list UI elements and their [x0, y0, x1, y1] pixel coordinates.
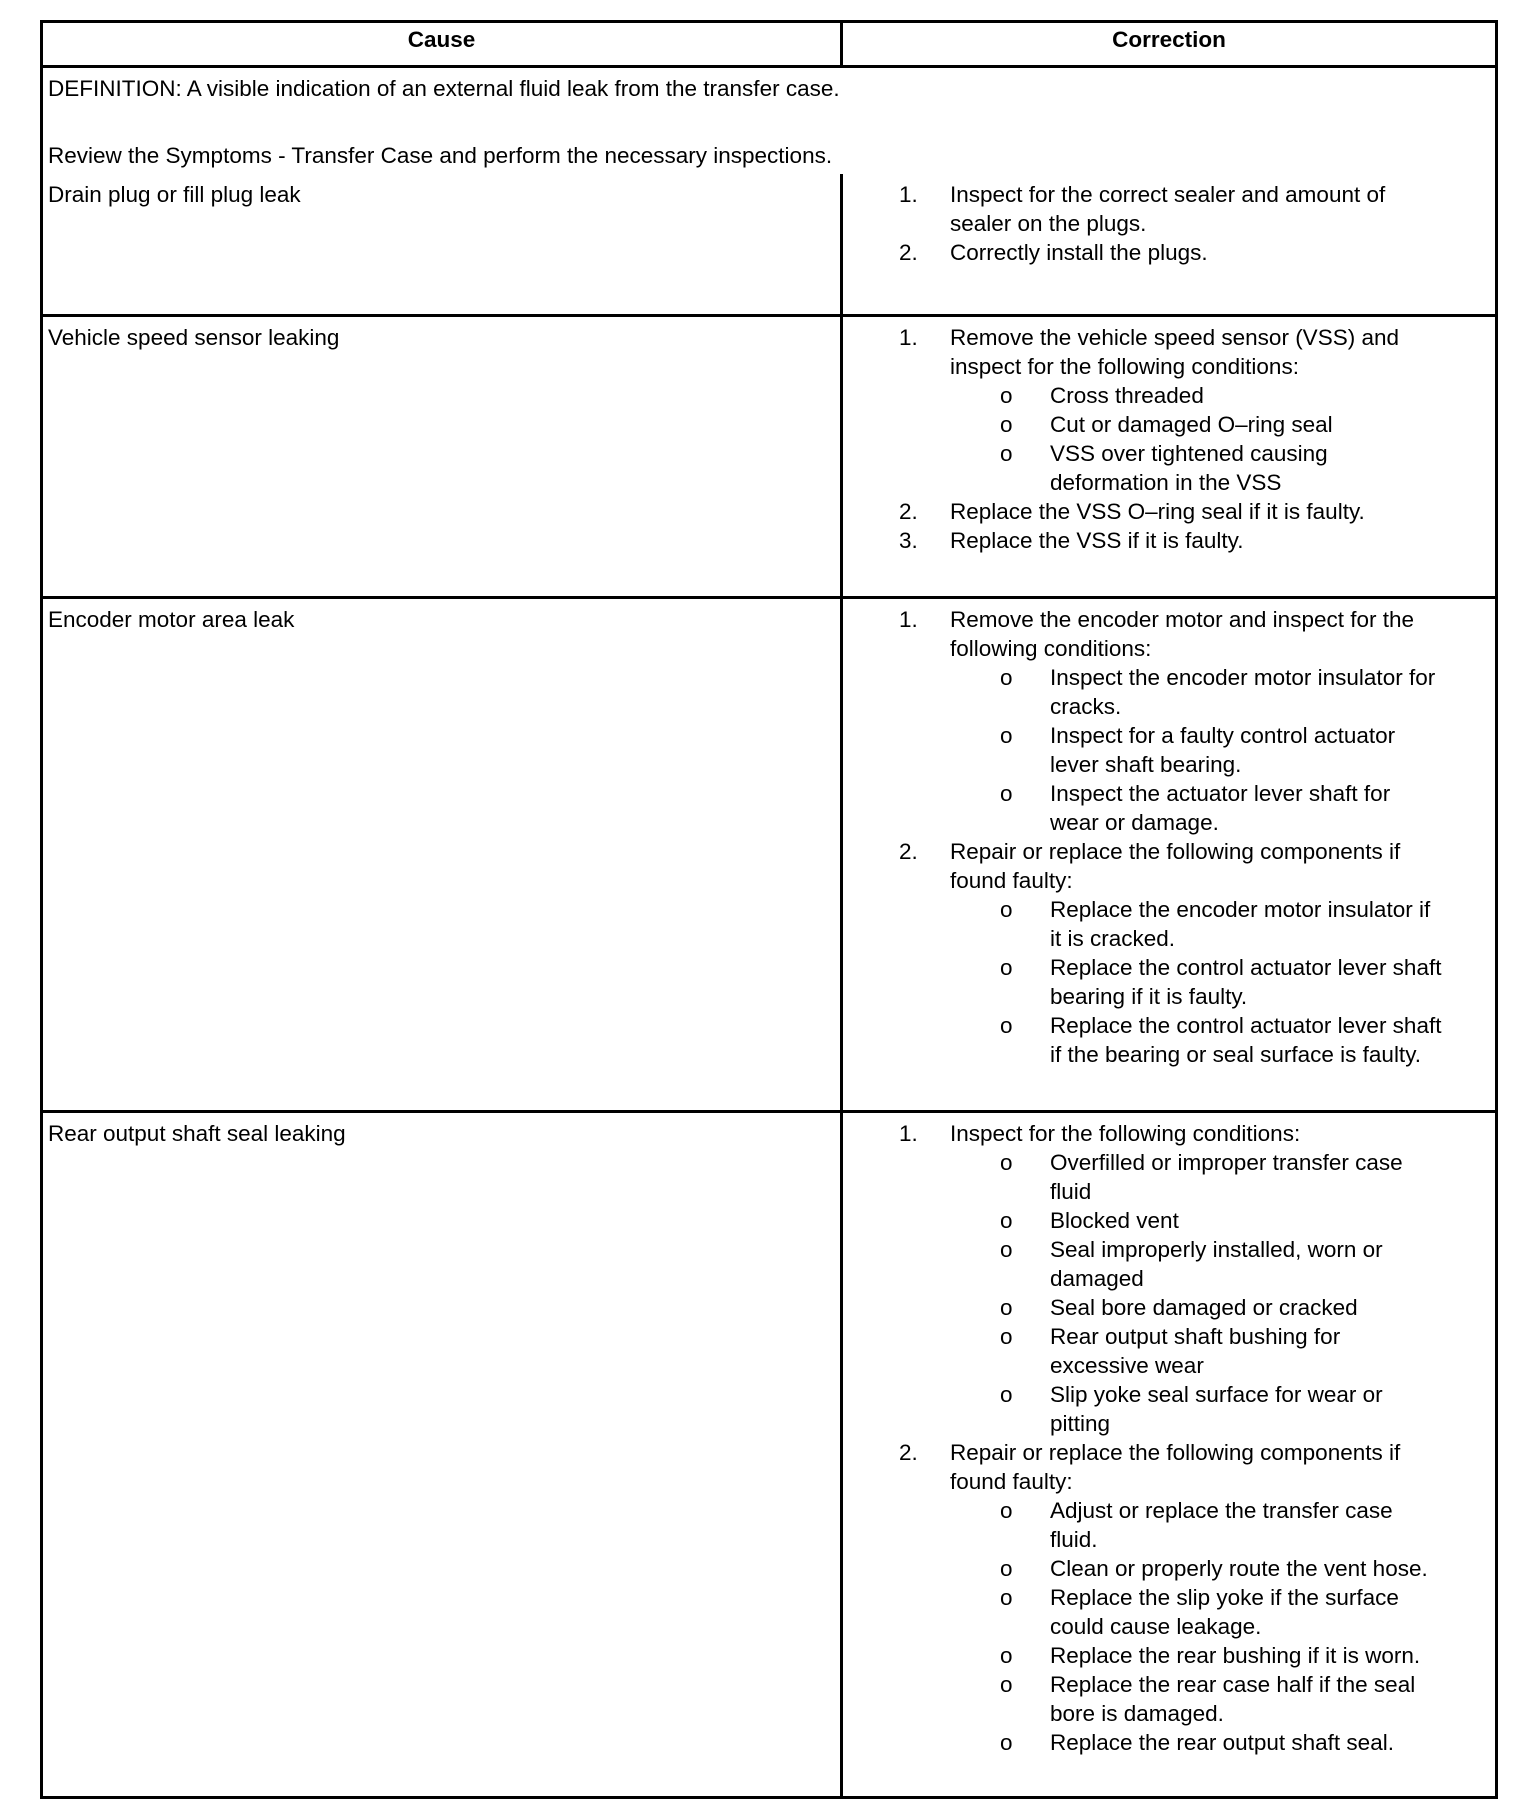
- sub-bullet-item: [843, 1148, 1495, 1206]
- bullet-icon: o: [1000, 1150, 1013, 1175]
- correction-step: [843, 1119, 1495, 1148]
- step-number: 2.: [899, 240, 918, 265]
- bullet-icon: o: [1000, 441, 1013, 466]
- definition-text: DEFINITION: A visible indication of an external fluid leak from the transfer case.: [48, 76, 840, 101]
- bullet-icon: o: [1000, 1498, 1013, 1523]
- step-text: Remove the vehicle speed sensor (VSS) and inspect for the following conditions:: [950, 325, 1399, 379]
- step-number: 2.: [899, 1440, 918, 1465]
- header-correction: Correction: [1112, 27, 1226, 52]
- sub-bullet-text: Cut or damaged O–ring seal: [1050, 412, 1333, 437]
- sub-bullet-item: [843, 663, 1495, 721]
- sub-bullet-item: [843, 410, 1495, 439]
- sub-bullet-item: [843, 1728, 1495, 1757]
- cause-cell: Drain plug or fill plug leak: [43, 174, 843, 314]
- step-number: 1.: [899, 1121, 918, 1146]
- bullet-icon: o: [1000, 955, 1013, 980]
- sub-bullet-text: Seal bore damaged or cracked: [1050, 1295, 1358, 1320]
- sub-bullet-item: [843, 1206, 1495, 1235]
- sub-bullet-item: [843, 953, 1495, 1011]
- step-number: 3.: [899, 528, 918, 553]
- cause-cell: Vehicle speed sensor leaking: [43, 317, 843, 596]
- sub-bullet-text: Replace the rear case half if the seal bore is damaged.: [1050, 1672, 1416, 1726]
- step-text: Replace the VSS O–ring seal if it is faulty.: [950, 499, 1365, 524]
- definition-row: [43, 65, 1495, 174]
- correction-step: [843, 238, 1495, 267]
- sub-bullet-item: [843, 1641, 1495, 1670]
- cause-cell: Encoder motor area leak: [43, 599, 843, 1110]
- sub-bullet-item: [843, 1235, 1495, 1293]
- sub-bullet-text: Replace the rear output shaft seal.: [1050, 1730, 1394, 1755]
- table-header-row: [43, 23, 1495, 65]
- header-cause: Cause: [43, 23, 843, 65]
- sub-bullet-text: Rear output shaft bushing for excessive wear: [1050, 1324, 1341, 1378]
- step-text: Correctly install the plugs.: [950, 240, 1208, 265]
- sub-bullet-item: [843, 1670, 1495, 1728]
- correction-cell: [843, 317, 1495, 596]
- step-number: 2.: [899, 839, 918, 864]
- correction-cell: [843, 174, 1495, 314]
- bullet-icon: o: [1000, 1556, 1013, 1581]
- sub-bullet-text: Replace the encoder motor insulator if it is cracked.: [1050, 897, 1431, 951]
- step-number: 2.: [899, 499, 918, 524]
- sub-bullet-item: [843, 1011, 1495, 1069]
- sub-bullet-text: Inspect for a faulty control actuator lever shaft bearing.: [1050, 723, 1396, 777]
- sub-bullet-text: Inspect the actuator lever shaft for wear or damage.: [1050, 781, 1391, 835]
- correction-step: [843, 323, 1495, 381]
- sub-bullet-item: [843, 1583, 1495, 1641]
- sub-bullet-item: [843, 439, 1495, 497]
- bullet-icon: o: [1000, 1643, 1013, 1668]
- bullet-icon: o: [1000, 412, 1013, 437]
- sub-bullet-text: Slip yoke seal surface for wear or pitting: [1050, 1382, 1383, 1436]
- sub-bullet-item: [843, 1380, 1495, 1438]
- step-number: 1.: [899, 325, 918, 350]
- sub-bullet-item: [843, 779, 1495, 837]
- bullet-icon: o: [1000, 1295, 1013, 1320]
- review-instruction-text: Review the Symptoms - Transfer Case and perform the necessary inspections.: [48, 143, 833, 168]
- cause-correction-table: [40, 20, 1498, 1799]
- sub-bullet-item: [843, 381, 1495, 410]
- sub-bullet-text: Replace the control actuator lever shaft if the bearing or seal surface is faulty.: [1050, 1013, 1442, 1067]
- correction-step: [843, 497, 1495, 526]
- sub-bullet-text: Inspect the encoder motor insulator for cracks.: [1050, 665, 1436, 719]
- step-number: 1.: [899, 182, 918, 207]
- sub-bullet-text: Adjust or replace the transfer case fluid.: [1050, 1498, 1393, 1552]
- step-text: Repair or replace the following components if found faulty:: [950, 839, 1401, 893]
- sub-bullet-text: Replace the slip yoke if the surface could cause leakage.: [1050, 1585, 1399, 1639]
- bullet-icon: o: [1000, 1672, 1013, 1697]
- sub-bullet-text: Clean or properly route the vent hose.: [1050, 1556, 1428, 1581]
- table-row: [43, 1110, 1495, 1796]
- step-text: Repair or replace the following components if found faulty:: [950, 1440, 1401, 1494]
- correction-step: [843, 837, 1495, 895]
- sub-bullet-text: Blocked vent: [1050, 1208, 1179, 1233]
- sub-bullet-item: [843, 1293, 1495, 1322]
- sub-bullet-item: [843, 1496, 1495, 1554]
- sub-bullet-text: Replace the control actuator lever shaft bearing if it is faulty.: [1050, 955, 1442, 1009]
- cause-cell: Rear output shaft seal leaking: [43, 1113, 843, 1796]
- bullet-icon: o: [1000, 1382, 1013, 1407]
- correction-cell: [843, 599, 1495, 1110]
- step-number: 1.: [899, 607, 918, 632]
- bullet-icon: o: [1000, 1013, 1013, 1038]
- correction-step: [843, 605, 1495, 663]
- sub-bullet-text: Cross threaded: [1050, 383, 1204, 408]
- sub-bullet-item: [843, 721, 1495, 779]
- correction-step: [843, 180, 1495, 238]
- step-text: Replace the VSS if it is faulty.: [950, 528, 1244, 553]
- sub-bullet-item: [843, 1322, 1495, 1380]
- bullet-icon: o: [1000, 1730, 1013, 1755]
- sub-bullet-text: Seal improperly installed, worn or damaged: [1050, 1237, 1383, 1291]
- bullet-icon: o: [1000, 665, 1013, 690]
- bullet-icon: o: [1000, 723, 1013, 748]
- table-row: [43, 314, 1495, 596]
- sub-bullet-text: Replace the rear bushing if it is worn.: [1050, 1643, 1421, 1668]
- bullet-icon: o: [1000, 781, 1013, 806]
- sub-bullet-item: [843, 895, 1495, 953]
- sub-bullet-text: VSS over tightened causing deformation in the VSS: [1050, 441, 1328, 495]
- correction-step: [843, 1438, 1495, 1496]
- correction-step: [843, 526, 1495, 555]
- sub-bullet-text: Overfilled or improper transfer case fluid: [1050, 1150, 1403, 1204]
- sub-bullet-item: [843, 1554, 1495, 1583]
- correction-cell: [843, 1113, 1495, 1796]
- bullet-icon: o: [1000, 1237, 1013, 1262]
- bullet-icon: o: [1000, 1324, 1013, 1349]
- step-text: Inspect for the following conditions:: [950, 1121, 1301, 1146]
- table-row: [43, 174, 1495, 314]
- table-row: [43, 596, 1495, 1110]
- bullet-icon: o: [1000, 1585, 1013, 1610]
- bullet-icon: o: [1000, 383, 1013, 408]
- bullet-icon: o: [1000, 1208, 1013, 1233]
- step-text: Remove the encoder motor and inspect for the following conditions:: [950, 607, 1415, 661]
- bullet-icon: o: [1000, 897, 1013, 922]
- step-text: Inspect for the correct sealer and amount of sealer on the plugs.: [950, 182, 1386, 236]
